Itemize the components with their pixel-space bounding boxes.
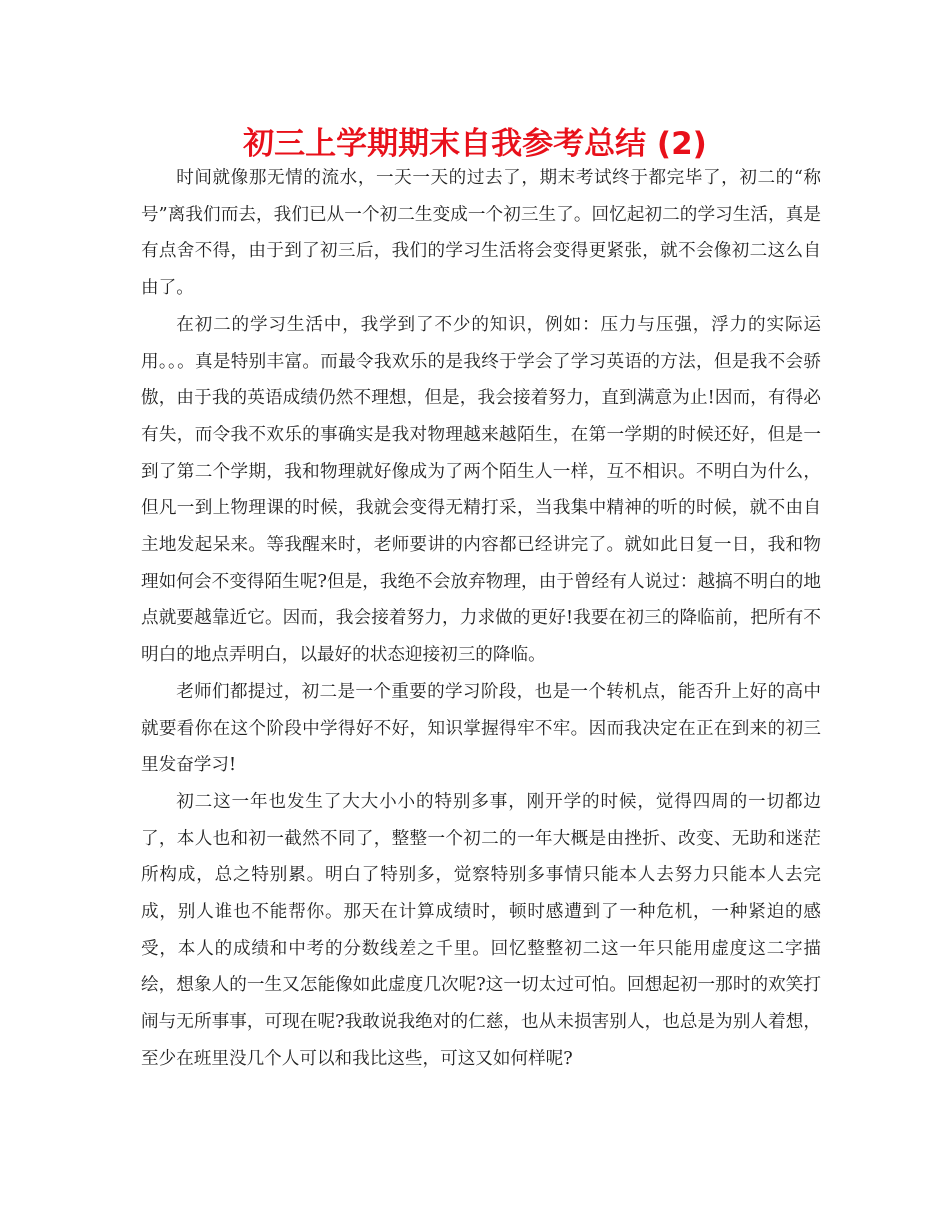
document-title: 初三上学期期末自我参考总结 (2) <box>243 126 707 162</box>
paragraph: 初二这一年也发生了大大小小的特别多事，刚开学的时候，觉得四周的一切都边了，本人也和初一截然不同了，整整一个初二的一年大概是由挫折、改变、无助和迷茫所构成，总之特别累。明白了特别多，觉察特别多事情只能本人去努力只能本人去完成，别人谁也不能帮你。那天在计算成绩时，顿时感遭到了一种危机，一种紧迫的感受，本人的成绩和中考的分数线差之千里。回忆整整初二这一年只能用虚度这二字描绘，想象人的一生又怎能像如此虚度几次呢?这一切太过可怕。回想起初一那时的欢笑打闹与无所事事，可现在呢?我敢说我绝对的仁慈，也从未损害别人，也总是为别人着想，至少在班里没几个人可以和我比这些，可这又如何样呢? <box>141 791 821 1069</box>
paragraph: 老师们都提过，初二是一个重要的学习阶段，也是一个转机点，能否升上好的高中就要看你在这个阶段中学得好不好，知识掌握得牢不牢。因而我决定在正在到来的初三里发奋学习! <box>141 681 821 776</box>
paragraph: 时间就像那无情的流水，一天一天的过去了，期末考试终于都完毕了，初二的“称号”离我们而去，我们已从一个初二生变成一个初三生了。回忆起初二的学习生活，真是有点舍不得，由于到了初三后，我们的学习生活将会变得更紧张，就不会像初二这么自由了。 <box>141 168 821 299</box>
document-body <box>141 160 821 1078</box>
paragraph: 在初二的学习生活中，我学到了不少的知识，例如：压力与压强，浮力的实际运用。。。真是特别丰富。而最令我欢乐的是我终于学会了学习英语的方法，但是我不会骄傲，由于我的英语成绩仍然不理想，但是，我会接着努力，直到满意为止!因而，有得必有失，而令我不欢乐的事确实是我对物理越来越陌生，在第一学期的时候还好，但是一到了第二个学期，我和物理就好像成为了两个陌生人一样，互不相识。不明白为什么，但凡一到上物理课的时候，我就会变得无精打采，当我集中精神的听的时候，就不由自主地发起呆来。等我醒来时，老师要讲的内容都已经讲完了。就如此日复一日，我和物理如何会不变得陌生呢?但是，我绝不会放弃物理，由于曾经有人说过：越搞不明白的地点就要越靠近它。因而，我会接着努力，力求做的更好!我要在初三的降临前，把所有不明白的地点弄明白，以最好的状态迎接初三的降临。 <box>141 314 821 666</box>
